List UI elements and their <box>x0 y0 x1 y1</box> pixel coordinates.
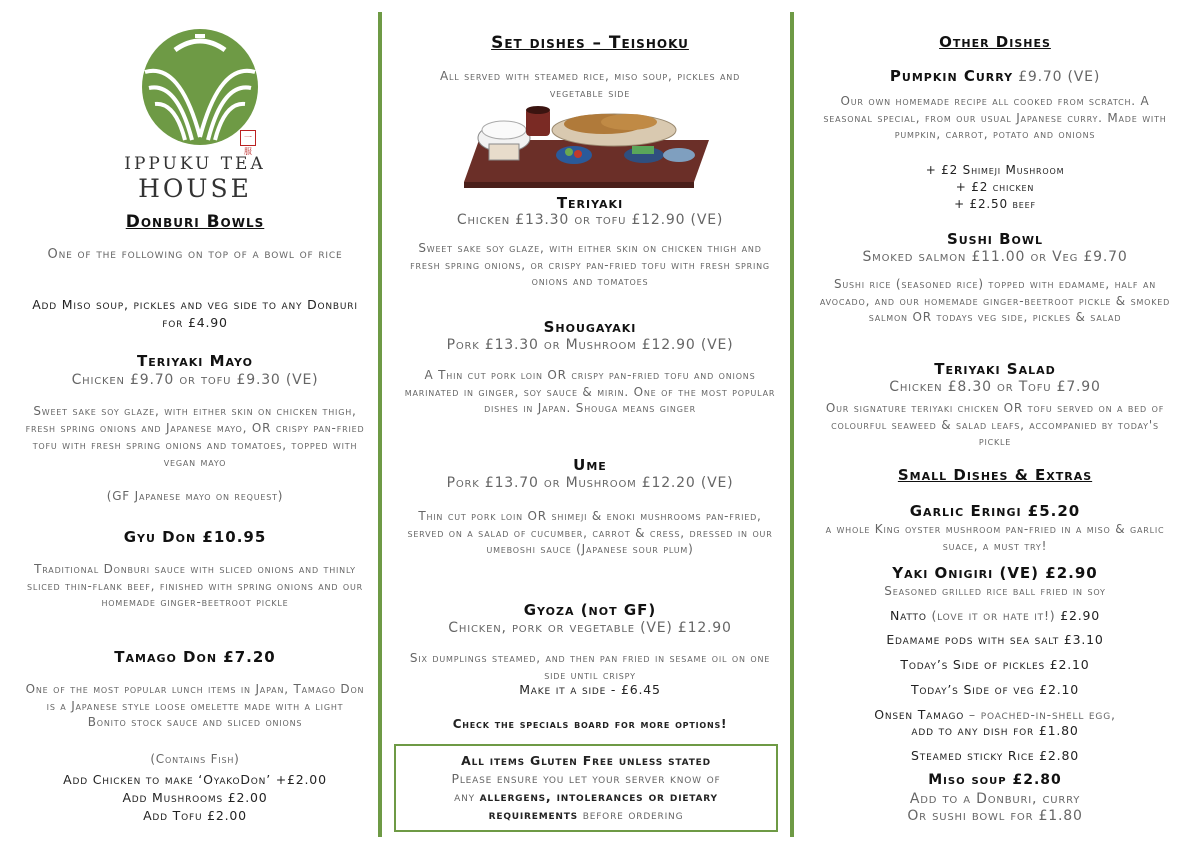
teriyaki-salad-desc: Our signature teriyaki chicken OR tofu served on a bed of colourful seaweed & salad leafs, accompanied by today's pickle <box>825 401 1165 448</box>
specials-note: Check the specials board for more options! <box>452 717 728 731</box>
tamago-extra-tofu: Add Tofu £2.00 <box>143 808 247 823</box>
item-teriyaki-mayo-note: (GF Japanese mayo on request) <box>106 489 284 503</box>
side-veg-line: Today’s Side of veg £2.10 <box>910 682 1080 697</box>
notice-line4-suffix: before ordering <box>577 807 684 822</box>
notice-requirements: requirements <box>488 807 578 822</box>
curry-extra-beef: + £2.50 beef <box>954 197 1036 211</box>
small-dishes-title: Small Dishes & Extras <box>897 466 1093 484</box>
yaki-onigiri-desc: Seasoned grilled rice ball fried in soy <box>884 584 1106 598</box>
ume-price: Pork £13.70 or Mushroom £12.20 (VE) <box>446 475 734 491</box>
sushi-bowl-name: Sushi Bowl <box>946 230 1044 248</box>
teishoku-title: Set dishes – Teishoku <box>491 33 689 53</box>
ume-name: Ume <box>573 456 607 474</box>
donburi-addon: Add Miso soup, pickles and veg side to any Donburi for £4.90 <box>32 297 358 330</box>
garlic-eringi-desc: a whole King oyster mushroom pan-fried in a miso & garlic suace, a must try! <box>825 522 1165 553</box>
side-pickles-line: Today’s Side of pickles £2.10 <box>900 657 1090 672</box>
curry-desc: Our own homemade recipe all cooked from scratch. A seasonal special, from our usual Japanese curry. Made with pumpkin, carrot, potato and onions <box>823 94 1167 141</box>
sticky-rice-line: Steamed sticky Rice £2.80 <box>911 748 1079 763</box>
sushi-bowl-price: Smoked salmon £11.00 or Veg £9.70 <box>862 249 1128 265</box>
column-teishoku <box>388 0 792 845</box>
natto-price: £2.90 <box>1055 608 1101 623</box>
item-tamago-don-name: Tamago Don £7.20 <box>114 648 276 666</box>
item-tamago-don-desc: One of the most popular lunch items in Japan, Tamago Don is a Japanese style loose omelette made with a light Bonito stock sauce and sliced onions <box>25 682 365 729</box>
onsen-name: Onsen Tamago <box>874 707 965 722</box>
natto-line <box>800 607 1190 625</box>
shougayaki-desc: A Thin cut pork loin OR crispy pan-fried tofu and onions marinated in ginger, soy sauce & mirin. One of the most popular dishes in Japan. Shouga means ginger <box>404 368 776 415</box>
item-teriyaki-mayo-name: Teriyaki Mayo <box>137 352 253 370</box>
teishoku-tray-illustration <box>454 100 724 190</box>
teriyaki-set-price: Chicken £13.30 or tofu £12.90 (VE) <box>456 212 724 228</box>
notice-line3 <box>396 789 776 806</box>
item-teriyaki-mayo-price: Chicken £9.70 or tofu £9.30 (VE) <box>71 372 319 388</box>
curry-heading <box>800 66 1190 85</box>
garlic-eringi-name: Garlic Eringi £5.20 <box>909 502 1081 520</box>
miso-soup-line2: Or sushi bowl for £1.80 <box>907 808 1083 824</box>
curry-extra-mushroom: + £2 Shimeji Mushroom <box>925 163 1065 177</box>
teriyaki-salad-price: Chicken £8.30 or Tofu £7.90 <box>889 379 1101 395</box>
notice-line4 <box>396 807 776 824</box>
gyoza-desc: Six dumplings steamed, and then pan fried in sesame oil on one side until crispy <box>409 651 771 682</box>
allergen-notice-box <box>394 744 778 832</box>
tamago-extra-chicken: Add Chicken to make ‘OyakoDon’ +£2.00 <box>63 772 327 787</box>
shougayaki-name: Shougayaki <box>543 318 637 336</box>
miso-soup-name: Miso soup £2.80 <box>928 772 1062 788</box>
gyoza-price: Chicken, pork or vegetable (VE) £12.90 <box>448 620 732 636</box>
gyoza-side: Make it a side - £6.45 <box>519 682 661 697</box>
natto-note: (love it or hate it!) <box>931 608 1056 623</box>
onsen-addon: add to any dish for £1.80 <box>911 723 1079 738</box>
shougayaki-price: Pork £13.30 or Mushroom £12.90 (VE) <box>446 337 734 353</box>
notice-line3-prefix: any <box>454 789 480 804</box>
yaki-onigiri-name: Yaki Onigiri (VE) £2.90 <box>892 564 1098 582</box>
gyoza-name: Gyoza (not GF) <box>523 601 657 619</box>
logo-seal: 一服 <box>240 130 256 146</box>
teishoku-intro: All served with steamed rice, miso soup, pickles and vegetable side <box>439 69 741 100</box>
donburi-intro: One of the following on top of a bowl of rice <box>47 247 343 262</box>
notice-line2: Please ensure you let your server know of <box>451 771 721 786</box>
notice-line1: All items Gluten Free unless stated <box>461 753 711 768</box>
miso-soup-line1: Add to a Donburi, curry <box>909 791 1081 807</box>
item-gyu-don-desc: Traditional Donburi sauce with sliced onions and thinly sliced thin-flank beef, finished with spring onions and our homemade ginger-beetroot pickle <box>26 562 364 609</box>
sushi-bowl-desc: Sushi rice (seasoned rice) topped with edamame, half an avocado, and our homemade ginger-beetroot pickle & smoked salmon OR todays veg side, pickles & salad <box>819 277 1171 324</box>
curry-name: Pumpkin Curry <box>889 67 1014 85</box>
brand-line1: IPPUKU TEA <box>124 154 266 174</box>
item-gyu-don-name: Gyu Don £10.95 <box>123 528 267 546</box>
brand-line2: HOUSE <box>138 174 252 203</box>
curry-price: £9.70 (VE) <box>1018 69 1101 85</box>
teriyaki-set-name: Teriyaki <box>556 194 624 212</box>
item-teriyaki-mayo-desc: Sweet sake soy glaze, with either skin on chicken thigh, fresh spring onions and Japanese mayo, OR crispy pan-fried tofu with fresh spring onions and tomatoes, topped with vegan mayo <box>25 404 365 469</box>
item-tamago-don-note: (Contains Fish) <box>150 752 240 766</box>
tamago-extra-mushroom: Add Mushrooms £2.00 <box>122 790 268 805</box>
ume-desc: Thin cut pork loin OR shimeji & enoki mushrooms pan-fried, served on a salad of cucumber, carrot & cress, dressed in our umeboshi sauce (Japanese sour plum) <box>407 509 773 556</box>
onsen-desc: – poached-in-shell egg, <box>964 707 1116 722</box>
edamame-line: Edamame pods with sea salt £3.10 <box>886 632 1104 647</box>
other-dishes-title: Other Dishes <box>939 33 1051 51</box>
curry-extra-chicken: + £2 chicken <box>955 180 1035 194</box>
donburi-title: Donburi Bowls <box>125 212 265 232</box>
column-other-dishes <box>800 0 1190 845</box>
natto-name: Natto <box>889 608 932 623</box>
column-donburi <box>10 0 380 845</box>
notice-allergens: allergens, intolerances or dietary <box>479 789 718 804</box>
teriyaki-salad-name: Teriyaki Salad <box>934 360 1056 378</box>
teriyaki-set-desc: Sweet sake soy glaze, with either skin on chicken thigh and fresh spring onions, or crispy pan-fried tofu with fresh spring onions and tomatoes <box>410 241 770 288</box>
